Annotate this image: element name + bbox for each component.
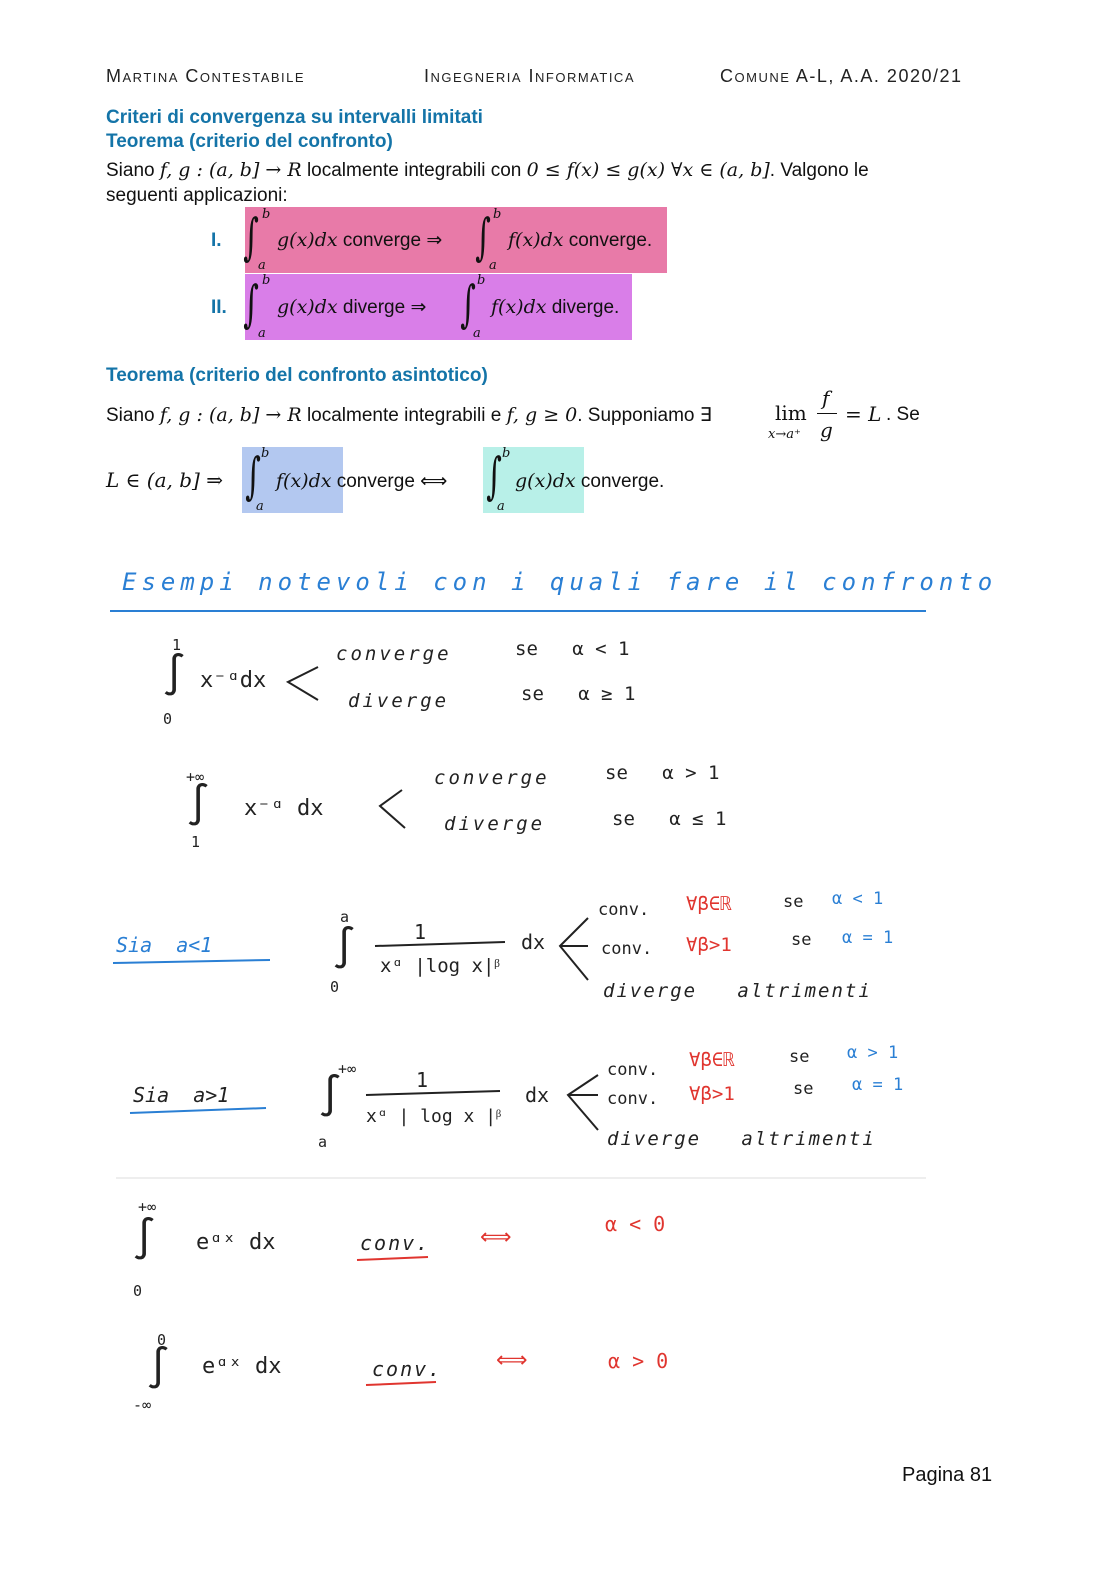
limit-subscript: x→a⁺ (768, 427, 801, 442)
integral-sign: ∫ (460, 275, 476, 333)
integral-upper: b (261, 446, 270, 461)
integral-lower: a (497, 499, 505, 514)
integral-lower: a (258, 326, 266, 341)
header-author: Martina Contestabile (106, 66, 306, 86)
theorem-title-confronto: Teorema (criterio del confronto) (106, 131, 393, 152)
ex2-lower: 1 (191, 833, 201, 851)
ex4-c1b: ∀β∈ℝ (689, 1049, 735, 1071)
ex3-c1b: ∀β∈ℝ (686, 893, 732, 915)
ex4-c1: conv. (607, 1060, 659, 1080)
limit-word: lim (775, 401, 807, 425)
ex2-case1: converge (434, 767, 550, 789)
theorem1-statement-line2: seguenti applicazioni: (106, 185, 288, 206)
item1-text-right: f(x)dx converge. (508, 229, 653, 251)
integral-sign: ∫ (245, 447, 261, 505)
integral-sign: ∫ (475, 208, 491, 266)
sia-underline-2 (130, 1108, 266, 1113)
fraction-denominator: g (820, 418, 833, 442)
ex1-case2: diverge (348, 690, 450, 712)
ex6-upper: 0 (157, 1331, 167, 1349)
ex3-c2s: se (791, 930, 812, 950)
ex4-c2s: se (793, 1079, 814, 1099)
ex2-cond2: se α ≤ 1 (612, 808, 727, 830)
integral-lower: a (256, 499, 264, 514)
integral-upper: b (477, 273, 486, 288)
page-number: Pagina 81 (902, 1464, 993, 1486)
theorem1-statement-line1: Siano f, g : (a, b] → R localmente integrabili con 0 ≤ f(x) ≤ g(x) ∀x ∈ (a, b]. Valgono le (106, 159, 869, 181)
fraction-bar-2 (366, 1091, 500, 1095)
integral-sign: ∫ (243, 275, 259, 333)
conv-underline-2 (366, 1382, 436, 1385)
theorem2-g-integral: g(x)dx converge. (515, 470, 665, 492)
item2-text-right: f(x)dx diverge. (491, 296, 620, 318)
ex4-upper: +∞ (338, 1060, 357, 1078)
ex6-iff: ⟺ (496, 1348, 528, 1373)
ex4-den: xᵅ | log x |ᵝ (366, 1106, 502, 1127)
branch-1 (288, 667, 318, 700)
ex3-c2c: α = 1 (842, 928, 894, 948)
integral-upper: b (493, 207, 502, 222)
ex5-upper: +∞ (138, 1198, 157, 1216)
theorem2-statement-line1: Siano f, g : (a, b] → R localmente integrabili e f, g ≥ 0. Supponiamo ∃ (106, 404, 712, 426)
branch-3 (560, 918, 588, 980)
ex5-conv: conv. (360, 1231, 431, 1255)
ex3-c3: diverge altrimenti (603, 980, 872, 1002)
ex4-c3: diverge altrimenti (607, 1128, 876, 1150)
ex4-label: Sia a>1 (133, 1083, 230, 1107)
ex3-c2: conv. (601, 939, 653, 959)
ex4-c2b: ∀β>1 (689, 1083, 735, 1105)
header-course: Ingegneria Informatica (424, 66, 635, 86)
integral-sign: ∫ (332, 925, 357, 971)
integral-sign: ∫ (243, 208, 259, 266)
ex3-c2b: ∀β>1 (686, 934, 732, 956)
integral-lower: a (473, 326, 481, 341)
item-label-2: II. (211, 297, 227, 318)
ex5-integrand: eᵅˣ dx (196, 1230, 276, 1255)
ex2-cond1: se α > 1 (605, 762, 720, 784)
integral-sign: ∫ (146, 1345, 171, 1391)
ex2-case2: diverge (444, 813, 546, 835)
theorem2-L-condition: L ∈ (a, b] ⇒ (106, 468, 223, 492)
ex6-lower: -∞ (133, 1396, 152, 1414)
ex3-label: Sia a<1 (116, 933, 213, 957)
integral-lower: a (258, 258, 266, 273)
ex1-cond2: se α ≥ 1 (521, 683, 636, 705)
ex3-den: xᵅ |log x|ᵝ (380, 955, 500, 977)
fraction-bar-1 (375, 942, 505, 946)
ex2-upper: +∞ (186, 768, 205, 786)
theorem2-f-integral: f(x)dx converge ⟺ (276, 470, 448, 492)
ex3-c1s: se (783, 892, 804, 912)
item-label-1: I. (211, 230, 222, 251)
ex6-cond: α > 0 (608, 1349, 669, 1373)
ex4-c1c: α > 1 (847, 1043, 899, 1063)
limit-end: . Se (886, 404, 920, 425)
ex3-c1c: α < 1 (832, 889, 884, 909)
item2-text: g(x)dx diverge ⇒ (277, 296, 427, 318)
header-year: Comune A-L, A.A. 2020/21 (720, 66, 963, 86)
ex4-num: 1 (416, 1068, 429, 1092)
ex5-cond: α < 0 (605, 1212, 666, 1236)
ex3-dx: dx (521, 930, 546, 954)
ex1-lower: 0 (163, 710, 173, 728)
integral-sign: ∫ (486, 447, 502, 505)
integral-upper: b (262, 273, 271, 288)
ex4-c2: conv. (607, 1089, 659, 1109)
ex6-integrand: eᵅˣ dx (202, 1354, 282, 1379)
ex3-c1: conv. (598, 900, 650, 920)
integral-sign: ∫ (186, 782, 211, 828)
integral-upper: b (502, 446, 511, 461)
integral-upper: b (262, 207, 271, 222)
item1-text: g(x)dx converge ⇒ (277, 229, 443, 251)
ex1-cond1: se α < 1 (515, 638, 630, 660)
ex2-integrand: x⁻ᵅ dx (244, 796, 324, 821)
ex3-num: 1 (414, 920, 427, 944)
ex3-upper: a (340, 908, 350, 926)
ex5-iff: ⟺ (480, 1225, 512, 1250)
ex1-integrand: x⁻ᵅdx (200, 668, 267, 693)
ex3-lower: 0 (330, 978, 340, 996)
section-title: Criteri di convergenza su intervalli limitati (106, 107, 483, 128)
ex4-c1s: se (789, 1047, 810, 1067)
ex1-case1: converge (336, 643, 452, 665)
sia-underline-1 (113, 960, 270, 963)
fraction-numerator: f (822, 386, 830, 410)
branch-4 (568, 1075, 598, 1130)
handwritten-heading: Esempi notevoli con i quali fare il confronto (122, 568, 998, 596)
branch-2 (380, 790, 405, 828)
integral-sign: ∫ (318, 1073, 343, 1119)
theorem-title-asintotico: Teorema (criterio del confronto asintotico) (106, 365, 488, 386)
integral-sign: ∫ (162, 652, 187, 698)
ex4-dx: dx (525, 1083, 550, 1107)
ex1-upper: 1 (172, 636, 182, 654)
integral-sign: ∫ (132, 1216, 157, 1262)
ex4-c2c: α = 1 (852, 1075, 904, 1095)
ex4-lower: a (318, 1133, 328, 1151)
limit-equals: = L (845, 402, 882, 426)
conv-underline-1 (357, 1257, 428, 1260)
integral-lower: a (489, 258, 497, 273)
ex6-conv: conv. (372, 1357, 443, 1381)
ex5-lower: 0 (133, 1282, 143, 1300)
